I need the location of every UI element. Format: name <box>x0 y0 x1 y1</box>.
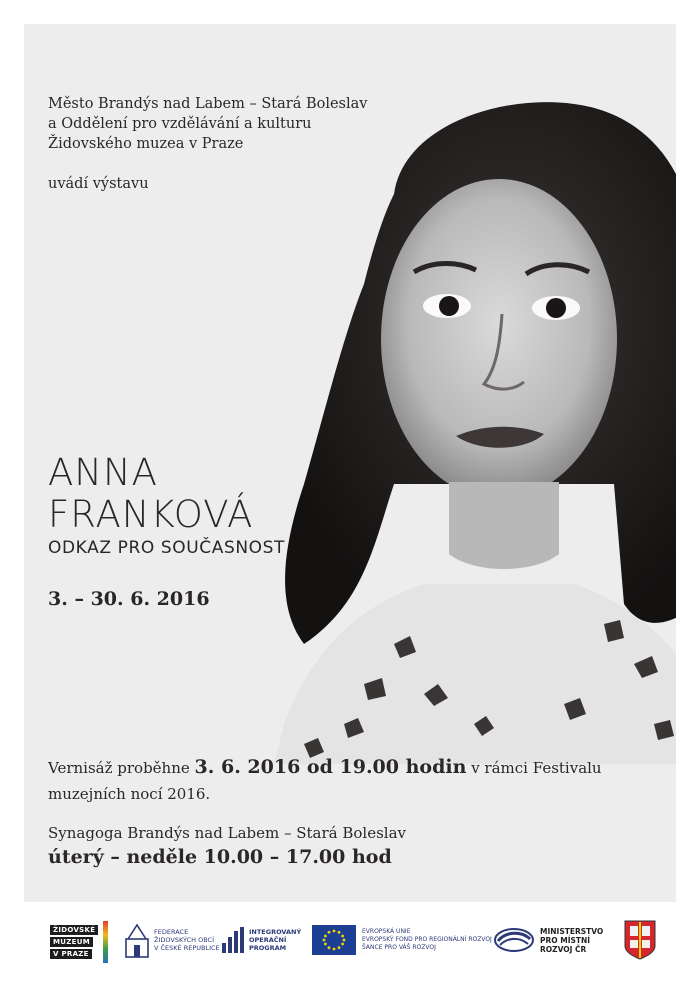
zm-line-1: ŽIDOVSKÉ <box>50 925 98 935</box>
fzo-line-2: ŽIDOVSKÝCH OBCÍ <box>154 936 215 944</box>
synagogue-icon <box>124 921 150 959</box>
mmr-line-3: ROZVOJ ČR <box>540 944 587 954</box>
ministry-logo <box>494 915 603 965</box>
vernisage-text-after: v rámci Festivalu muzejních nocí 2016. <box>48 759 602 803</box>
iop-line-3: PROGRAM <box>249 944 287 952</box>
poster <box>24 24 676 902</box>
federation-logo <box>124 915 220 965</box>
vernisage-text-before: Vernisáž proběhne <box>48 759 195 777</box>
fzo-line-3: V ČESKÉ REPUBLICE <box>154 944 220 952</box>
eu-line-2: EVROPSKÝ FOND PRO REGIONÁLNÍ ROZVOJ <box>362 936 492 943</box>
bars-icon <box>222 927 244 953</box>
iop-logo <box>222 915 301 965</box>
venue: Synagoga Brandýs nad Labem – Stará Boleslav <box>48 824 407 842</box>
town-crest <box>624 915 656 965</box>
exhibition-title <box>48 452 253 536</box>
exhibition-subtitle: ODKAZ PRO SOUČASNOST <box>48 538 286 558</box>
iop-line-2: OPERAČNÍ <box>249 936 287 944</box>
eu-line-3: ŠANCE PRO VÁŠ ROZVOJ <box>362 944 436 951</box>
color-bar-icon <box>103 921 108 963</box>
opening-hours: úterý – neděle 10.00 – 17.00 hod <box>48 846 392 868</box>
eu-flag-icon <box>312 925 356 955</box>
title-line-2: FRANKOVÁ <box>48 493 254 536</box>
zm-line-2: MUZEUM <box>50 937 93 947</box>
eu-logo <box>312 915 492 965</box>
organizer-line-1: Město Brandýs nad Labem – Stará Boleslav <box>48 96 368 112</box>
coat-of-arms-icon <box>624 920 656 960</box>
mmr-line-2: PRO MÍSTNÍ <box>540 935 591 945</box>
title-line-1: ANNA <box>48 451 158 494</box>
vernisage-info <box>48 754 668 807</box>
partner-logos <box>0 915 700 975</box>
organizer-line-3: Židovského muzea v Praze <box>48 136 244 152</box>
jewish-museum-logo <box>50 921 108 963</box>
exhibition-dates: 3. – 30. 6. 2016 <box>48 588 210 610</box>
vernisage-datetime: 3. 6. 2016 od 19.00 hodin <box>194 756 467 778</box>
fzo-line-1: FEDERACE <box>154 928 189 936</box>
zm-line-3: V PRAZE <box>50 949 92 959</box>
presents-text: uvádí výstavu <box>48 176 149 192</box>
eu-line-1: EVROPSKÁ UNIE <box>362 928 411 935</box>
mmr-line-1: MINISTERSTVO <box>540 926 604 936</box>
ministry-emblem-icon <box>494 927 534 953</box>
organizer-line-2: a Oddělení pro vzdělávání a kulturu <box>48 116 312 132</box>
iop-line-1: INTEGROVANÝ <box>249 928 302 936</box>
organizers-intro <box>48 94 367 194</box>
